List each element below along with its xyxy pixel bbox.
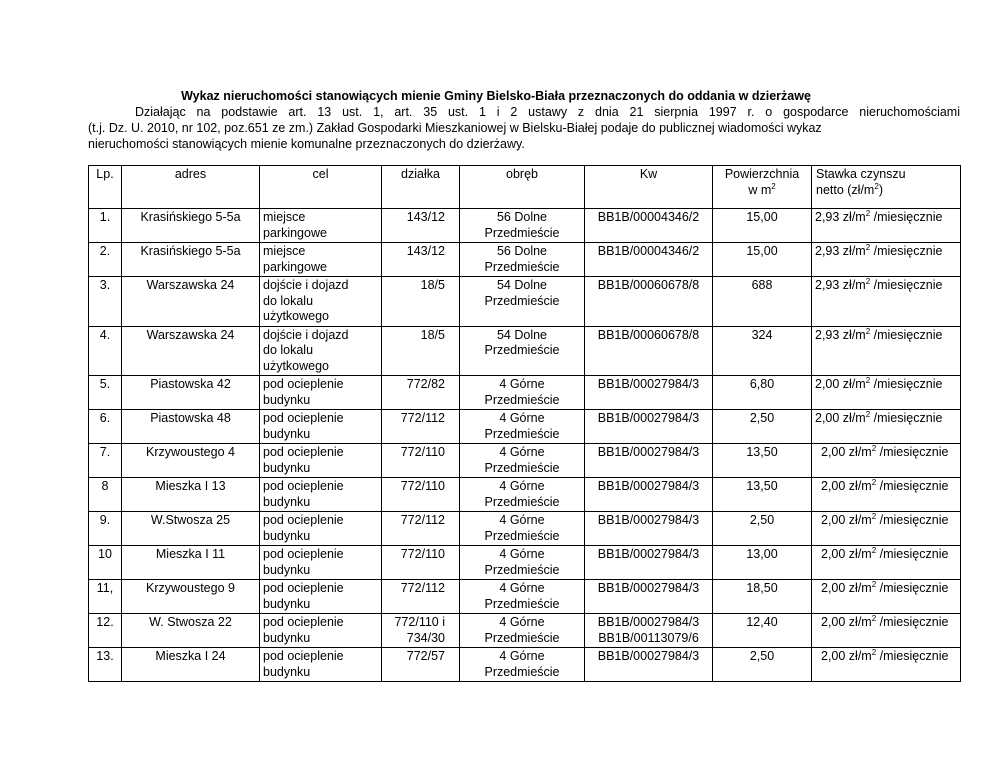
cell-obreb-line: 4 Górne <box>499 377 545 391</box>
cell-stawka-sup: 2 <box>871 511 877 521</box>
cell-obreb <box>460 326 585 376</box>
cell-kw-line: BB1B/00027984/3 <box>597 581 700 595</box>
cell-powierzchnia: 2,50 <box>713 512 812 546</box>
cell-stawka-unit: /miesięcznie <box>870 278 943 292</box>
intro-line-1: Działając na podstawie art. 13 ust. 1, art. 35 ust. 1 i 2 ustawy z dnia 21 sierpnia 1997 r. o gospodarce nieruchomościami <box>135 105 960 119</box>
cell-stawka-unit: /miesięcznie <box>876 581 949 595</box>
cell-dzialka-line: 772/110 <box>400 547 445 561</box>
cell-stawka-value: 2,00 zł/m <box>821 479 872 493</box>
cell-cel-line: dojście i dojazd <box>263 327 349 342</box>
cell-obreb <box>460 277 585 327</box>
cell-cel <box>260 326 382 376</box>
cell-adres: Mieszka I 11 <box>122 546 260 580</box>
cell-dzialka <box>382 326 460 376</box>
cell-cel-line: parkingowe <box>263 259 327 274</box>
cell-lp: 2. <box>89 243 122 277</box>
table-row <box>89 243 961 277</box>
cell-kw <box>585 614 713 648</box>
cell-kw-line: BB1B/00027984/3 <box>597 411 700 425</box>
cell-lp: 11, <box>89 580 122 614</box>
cell-lp: 13. <box>89 648 122 682</box>
cell-stawka-value: 2,00 zł/m <box>821 649 872 663</box>
cell-dzialka-line: 734/30 <box>406 630 445 645</box>
cell-obreb-line: Przedmieście <box>484 259 560 274</box>
cell-dzialka <box>382 478 460 512</box>
cell-stawka-value: 2,93 zł/m <box>815 327 866 342</box>
cell-stawka-sup: 2 <box>865 326 871 336</box>
cell-lp: 1. <box>89 209 122 243</box>
cell-kw-line: BB1B/00027984/3 <box>597 479 700 493</box>
cell-lp: 7. <box>89 444 122 478</box>
cell-obreb <box>460 614 585 648</box>
intro-line-3: nieruchomości stanowiących mienie komunalne przeznaczonych do dzierżawy. <box>88 137 525 151</box>
cell-cel-line: pod ocieplenie <box>263 615 344 629</box>
cell-adres: Krzywoustego 4 <box>122 444 260 478</box>
cell-cel-line: dojście i dojazd <box>263 278 349 292</box>
cell-lp: 3. <box>89 277 122 327</box>
cell-obreb-line: Przedmieście <box>484 494 560 509</box>
cell-obreb <box>460 546 585 580</box>
cell-lp: 9. <box>89 512 122 546</box>
cell-dzialka-line: 143/12 <box>406 244 445 258</box>
cell-kw <box>585 648 713 682</box>
intro-line-2: (t.j. Dz. U. 2010, nr 102, poz.651 ze zm.) Zakład Gospodarki Mieszkaniowej w Bielsku-Białej podaje do publicznej wiadomości wykaz <box>88 121 822 135</box>
table-body <box>89 209 961 682</box>
cell-kw-line: BB1B/00027984/3 <box>597 547 700 561</box>
cell-dzialka <box>382 580 460 614</box>
cell-kw <box>585 277 713 327</box>
cell-dzialka <box>382 209 460 243</box>
table-row <box>89 376 961 410</box>
cell-lp: 8 <box>89 478 122 512</box>
cell-dzialka <box>382 512 460 546</box>
cell-obreb-line: 4 Górne <box>499 445 545 459</box>
table-row <box>89 326 961 376</box>
cell-lp: 4. <box>89 326 122 376</box>
cell-cel <box>260 546 382 580</box>
cell-stawka-value: 2,00 zł/m <box>821 445 872 459</box>
cell-cel <box>260 580 382 614</box>
cell-obreb-line: 4 Górne <box>499 649 545 663</box>
cell-kw <box>585 326 713 376</box>
cell-stawka-unit: /miesięcznie <box>870 377 943 391</box>
cell-cel-line: miejsce <box>263 210 306 224</box>
cell-obreb <box>460 444 585 478</box>
cell-dzialka-line: 772/112 <box>400 411 445 425</box>
cell-dzialka-line: 143/12 <box>406 210 445 224</box>
cell-stawka <box>812 580 961 614</box>
cell-obreb-line: 4 Górne <box>499 547 545 561</box>
header-lp: Lp. <box>89 166 122 209</box>
cell-cel-line: użytkowego <box>263 309 330 323</box>
cell-stawka-sup: 2 <box>871 613 877 623</box>
cell-obreb-line: Przedmieście <box>484 392 560 407</box>
cell-stawka-value: 2,00 zł/m <box>821 513 872 527</box>
cell-stawka-value: 2,93 zł/m <box>815 244 866 258</box>
cell-cel-line: pod ocieplenie <box>263 649 344 663</box>
cell-obreb-line: 4 Górne <box>499 615 545 629</box>
cell-lp: 5. <box>89 376 122 410</box>
cell-kw <box>585 580 713 614</box>
cell-obreb-line: Przedmieście <box>484 562 560 577</box>
cell-stawka <box>812 546 961 580</box>
cell-stawka-unit: /miesięcznie <box>876 649 949 663</box>
header-stawka <box>812 166 961 209</box>
cell-cel-line: budynku <box>263 630 311 645</box>
table-row <box>89 580 961 614</box>
table-row <box>89 614 961 648</box>
cell-dzialka <box>382 614 460 648</box>
cell-kw-line: BB1B/00060678/8 <box>597 327 700 342</box>
cell-obreb <box>460 580 585 614</box>
cell-stawka-value: 2,93 zł/m <box>815 210 866 224</box>
cell-adres: Warszawska 24 <box>122 277 260 327</box>
cell-cel-line: parkingowe <box>263 225 327 240</box>
cell-cel-line: budynku <box>263 528 311 543</box>
cell-stawka-unit: /miesięcznie <box>876 547 949 561</box>
cell-stawka-unit: /miesięcznie <box>876 513 949 527</box>
cell-obreb-line: Przedmieście <box>484 426 560 441</box>
cell-stawka-sup: 2 <box>865 208 871 218</box>
header-adres: adres <box>122 166 260 209</box>
cell-obreb <box>460 376 585 410</box>
cell-kw <box>585 209 713 243</box>
cell-stawka-value: 2,00 zł/m <box>815 411 866 425</box>
cell-kw-line: BB1B/00060678/8 <box>597 278 700 292</box>
cell-kw-line: BB1B/00004346/2 <box>597 210 700 224</box>
header-stawka-line1: Stawka czynszu <box>816 167 906 181</box>
intro-paragraph <box>88 104 960 152</box>
header-powierzchnia <box>713 166 812 209</box>
cell-cel-line: pod ocieplenie <box>263 411 344 425</box>
cell-cel-line: budynku <box>263 392 311 407</box>
cell-dzialka-line: 772/112 <box>400 513 445 527</box>
cell-stawka <box>812 512 961 546</box>
cell-stawka-unit: /miesięcznie <box>876 479 949 493</box>
cell-dzialka-line: 18/5 <box>420 278 445 292</box>
table-row <box>89 546 961 580</box>
cell-dzialka-line: 772/82 <box>406 377 445 391</box>
cell-kw <box>585 376 713 410</box>
header-dzialka: działka <box>382 166 460 209</box>
header-powierzchnia-line2: w m <box>748 182 772 197</box>
cell-cel-line: użytkowego <box>263 358 330 373</box>
cell-cel <box>260 410 382 444</box>
cell-kw-line: BB1B/00027984/3 <box>597 649 700 663</box>
cell-dzialka <box>382 444 460 478</box>
cell-stawka-sup: 2 <box>865 242 871 252</box>
cell-powierzchnia: 688 <box>713 277 812 327</box>
header-obreb: obręb <box>460 166 585 209</box>
cell-stawka-sup: 2 <box>871 443 877 453</box>
table-row <box>89 410 961 444</box>
cell-powierzchnia: 6,80 <box>713 376 812 410</box>
header-cel: cel <box>260 166 382 209</box>
cell-powierzchnia: 12,40 <box>713 614 812 648</box>
table-header-row <box>89 166 961 209</box>
cell-kw <box>585 410 713 444</box>
cell-dzialka <box>382 376 460 410</box>
cell-adres: Piastowska 48 <box>122 410 260 444</box>
cell-adres: W. Stwosza 22 <box>122 614 260 648</box>
table-row <box>89 648 961 682</box>
cell-obreb-line: 4 Górne <box>499 513 545 527</box>
cell-obreb <box>460 648 585 682</box>
document-title: Wykaz nieruchomości stanowiących mienie Gminy Bielsko-Biała przeznaczonych do oddania w dzierżawę <box>181 89 811 103</box>
cell-powierzchnia: 15,00 <box>713 243 812 277</box>
cell-obreb-line: Przedmieście <box>484 460 560 475</box>
cell-stawka-unit: /miesięcznie <box>870 210 943 224</box>
cell-adres: Krzywoustego 9 <box>122 580 260 614</box>
cell-kw <box>585 512 713 546</box>
cell-kw-line: BB1B/00027984/3 <box>597 445 700 459</box>
cell-powierzchnia: 2,50 <box>713 648 812 682</box>
cell-stawka-unit: /miesięcznie <box>876 615 949 629</box>
cell-cel <box>260 444 382 478</box>
cell-kw-line: BB1B/00027984/3 <box>597 513 700 527</box>
cell-cel <box>260 243 382 277</box>
cell-powierzchnia: 18,50 <box>713 580 812 614</box>
cell-obreb-line: 54 Dolne <box>496 278 548 292</box>
cell-obreb-line: Przedmieście <box>484 293 560 308</box>
cell-cel-line: budynku <box>263 426 311 441</box>
cell-cel-line: miejsce <box>263 244 306 258</box>
cell-kw <box>585 243 713 277</box>
cell-dzialka-line: 18/5 <box>420 327 445 342</box>
cell-cel-line: budynku <box>263 460 311 475</box>
cell-cel-line: budynku <box>263 596 311 611</box>
cell-lp: 12. <box>89 614 122 648</box>
cell-cel-line: pod ocieplenie <box>263 547 344 561</box>
cell-cel-line: pod ocieplenie <box>263 513 344 527</box>
cell-stawka-value: 2,93 zł/m <box>815 278 866 292</box>
cell-stawka <box>812 209 961 243</box>
cell-stawka-sup: 2 <box>865 276 871 286</box>
cell-cel-line: pod ocieplenie <box>263 377 344 391</box>
cell-cel-line: pod ocieplenie <box>263 581 344 595</box>
cell-powierzchnia: 15,00 <box>713 209 812 243</box>
cell-obreb-line: Przedmieście <box>484 225 560 240</box>
cell-powierzchnia: 13,00 <box>713 546 812 580</box>
cell-stawka-value: 2,00 zł/m <box>821 615 872 629</box>
table-row <box>89 478 961 512</box>
cell-cel-line: pod ocieplenie <box>263 445 344 459</box>
cell-stawka-value: 2,00 zł/m <box>815 377 866 391</box>
header-stawka-line2: netto (zł/m <box>816 182 875 197</box>
cell-stawka <box>812 614 961 648</box>
cell-cel-line: do lokalu <box>263 293 314 308</box>
header-kw: Kw <box>585 166 713 209</box>
cell-powierzchnia: 2,50 <box>713 410 812 444</box>
cell-stawka-unit: /miesięcznie <box>870 327 943 342</box>
cell-dzialka <box>382 648 460 682</box>
cell-adres: W.Stwosza 25 <box>122 512 260 546</box>
cell-obreb <box>460 243 585 277</box>
cell-obreb-line: 56 Dolne <box>496 210 548 224</box>
cell-obreb-line: Przedmieście <box>484 596 560 611</box>
cell-stawka <box>812 648 961 682</box>
cell-cel-line: budynku <box>263 494 311 509</box>
cell-dzialka <box>382 546 460 580</box>
cell-stawka-unit: /miesięcznie <box>870 411 943 425</box>
cell-obreb <box>460 410 585 444</box>
cell-dzialka <box>382 410 460 444</box>
cell-stawka-sup: 2 <box>871 579 877 589</box>
cell-stawka <box>812 410 961 444</box>
cell-dzialka-line: 772/110 i <box>394 615 445 629</box>
cell-dzialka <box>382 277 460 327</box>
cell-cel-line: budynku <box>263 562 311 577</box>
cell-cel-line: budynku <box>263 664 311 679</box>
cell-obreb-line: Przedmieście <box>484 664 560 679</box>
cell-stawka-value: 2,00 zł/m <box>821 581 872 595</box>
cell-obreb-line: 4 Górne <box>499 581 545 595</box>
cell-adres: Warszawska 24 <box>122 326 260 376</box>
cell-obreb-line: 56 Dolne <box>496 244 548 258</box>
cell-dzialka-line: 772/110 <box>400 479 445 493</box>
cell-powierzchnia: 324 <box>713 326 812 376</box>
cell-obreb-line: 54 Dolne <box>496 327 548 342</box>
cell-adres: Mieszka I 13 <box>122 478 260 512</box>
cell-obreb <box>460 209 585 243</box>
cell-lp: 10 <box>89 546 122 580</box>
cell-kw-line: BB1B/00113079/6 <box>598 630 699 645</box>
cell-cel <box>260 376 382 410</box>
cell-obreb <box>460 512 585 546</box>
cell-stawka-unit: /miesięcznie <box>876 445 949 459</box>
cell-cel <box>260 512 382 546</box>
cell-dzialka-line: 772/112 <box>400 581 445 595</box>
table-row <box>89 209 961 243</box>
cell-obreb-line: 4 Górne <box>499 479 545 493</box>
header-powierzchnia-line1: Powierzchnia <box>724 167 800 181</box>
cell-powierzchnia: 13,50 <box>713 444 812 478</box>
cell-cel <box>260 648 382 682</box>
header-stawka-sup: 2 <box>874 181 879 191</box>
header-powierzchnia-sup: 2 <box>771 181 776 191</box>
cell-cel <box>260 209 382 243</box>
cell-kw-line: BB1B/00027984/3 <box>597 615 700 629</box>
cell-adres: Krasińskiego 5-5a <box>122 209 260 243</box>
cell-stawka <box>812 376 961 410</box>
cell-stawka <box>812 326 961 376</box>
cell-obreb <box>460 478 585 512</box>
cell-adres: Mieszka I 24 <box>122 648 260 682</box>
cell-obreb-line: Przedmieście <box>484 528 560 543</box>
cell-cel <box>260 614 382 648</box>
cell-cel-line: pod ocieplenie <box>263 479 344 493</box>
cell-obreb-line: 4 Górne <box>499 411 545 425</box>
cell-cel-line: do lokalu <box>263 343 314 357</box>
cell-stawka-unit: /miesięcznie <box>870 244 943 258</box>
cell-stawka <box>812 444 961 478</box>
table-row <box>89 277 961 327</box>
cell-dzialka <box>382 243 460 277</box>
cell-stawka <box>812 277 961 327</box>
table-row <box>89 444 961 478</box>
cell-adres: Krasińskiego 5-5a <box>122 243 260 277</box>
cell-stawka-sup: 2 <box>865 375 871 385</box>
cell-stawka-sup: 2 <box>865 409 871 419</box>
cell-obreb-line: Przedmieście <box>484 343 560 357</box>
cell-stawka-value: 2,00 zł/m <box>821 547 872 561</box>
cell-kw-line: BB1B/00027984/3 <box>597 377 700 391</box>
cell-cel <box>260 478 382 512</box>
cell-stawka-sup: 2 <box>871 545 877 555</box>
header-stawka-line3: ) <box>878 182 883 197</box>
cell-stawka-sup: 2 <box>871 647 877 657</box>
cell-kw-line: BB1B/00004346/2 <box>597 244 700 258</box>
cell-kw <box>585 444 713 478</box>
property-table <box>88 165 961 682</box>
cell-stawka <box>812 478 961 512</box>
table-row <box>89 512 961 546</box>
cell-powierzchnia: 13,50 <box>713 478 812 512</box>
cell-obreb-line: Przedmieście <box>484 630 560 645</box>
cell-stawka-sup: 2 <box>871 477 877 487</box>
cell-adres: Piastowska 42 <box>122 376 260 410</box>
cell-cel <box>260 277 382 327</box>
cell-dzialka-line: 772/57 <box>406 649 445 663</box>
cell-stawka <box>812 243 961 277</box>
cell-kw <box>585 478 713 512</box>
cell-dzialka-line: 772/110 <box>400 445 445 459</box>
cell-kw <box>585 546 713 580</box>
cell-lp: 6. <box>89 410 122 444</box>
